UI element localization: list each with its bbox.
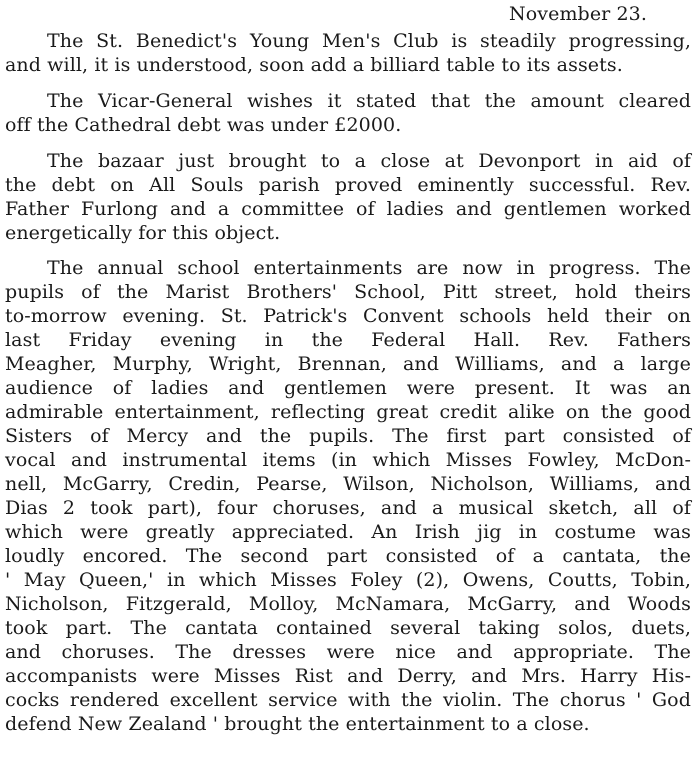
text-line: to-morrow evening. St. Patrick's Convent schools held their on <box>5 305 691 327</box>
text-line: cocks rendered excellent service with the violin. The chorus ' God <box>5 689 691 711</box>
text-line: nell, McGarry, Credin, Pearse, Wilson, Nicholson, Williams, and <box>5 473 691 495</box>
text-line: The bazaar just brought to a close at Devonport in aid of <box>47 150 691 172</box>
text-line: loudly encored. The second part consisted of a cantata, the <box>5 545 691 567</box>
paragraph-school-entertainments <box>5 256 691 736</box>
paragraph-devonport-bazaar <box>5 149 691 245</box>
text-line: The St. Benedict's Young Men's Club is steadily progressing, <box>47 30 691 52</box>
text-line: energetically for this object. <box>5 222 281 244</box>
text-line: The Vicar-General wishes it stated that the amount cleared <box>47 90 691 112</box>
text-line: vocal and instrumental items (in which Misses Fowley, McDon- <box>5 449 691 471</box>
text-line: audience of ladies and gentlemen were present. It was an <box>5 377 691 399</box>
text-line: last Friday evening in the Federal Hall. Rev. Fathers <box>5 329 691 351</box>
text-line: accompanists were Misses Rist and Derry, and Mrs. Harry His- <box>5 665 691 687</box>
text-line: Dias 2 took part), four choruses, and a musical sketch, all of <box>5 497 691 519</box>
text-line: Nicholson, Fitzgerald, Molloy, McNamara, McGarry, and Woods <box>5 593 691 615</box>
text-line: took part. The cantata contained several taking solos, duets, <box>5 617 691 639</box>
text-line: Sisters of Mercy and the pupils. The first part consisted of <box>5 425 691 447</box>
text-line: Father Furlong and a committee of ladies and gentlemen worked <box>5 198 691 220</box>
text-line: and choruses. The dresses were nice and appropriate. The <box>5 641 691 663</box>
dateline: November 23. <box>509 3 648 25</box>
text-line: The annual school entertainments are now in progress. The <box>47 257 691 279</box>
text-line: pupils of the Marist Brothers' School, Pitt street, hold theirs <box>5 281 691 303</box>
text-line: and will, it is understood, soon add a billiard table to its assets. <box>5 54 623 76</box>
text-line: the debt on All Souls parish proved eminently successful. Rev. <box>5 174 691 196</box>
paragraph-cathedral-debt <box>5 89 691 137</box>
text-line: ' May Queen,' in which Misses Foley (2), Owens, Coutts, Tobin, <box>5 569 691 591</box>
document-page <box>5 0 691 780</box>
text-line: defend New Zealand ' brought the entertainment to a close. <box>5 713 590 735</box>
text-line: admirable entertainment, reflecting great credit alike on the good <box>5 401 691 423</box>
text-line: Meagher, Murphy, Wright, Brennan, and Williams, and a large <box>5 353 691 375</box>
paragraph-benedicts-club <box>5 29 691 77</box>
text-line: off the Cathedral debt was under £2000. <box>5 114 402 136</box>
text-line: which were greatly appreciated. An Irish jig in costume was <box>5 521 691 543</box>
